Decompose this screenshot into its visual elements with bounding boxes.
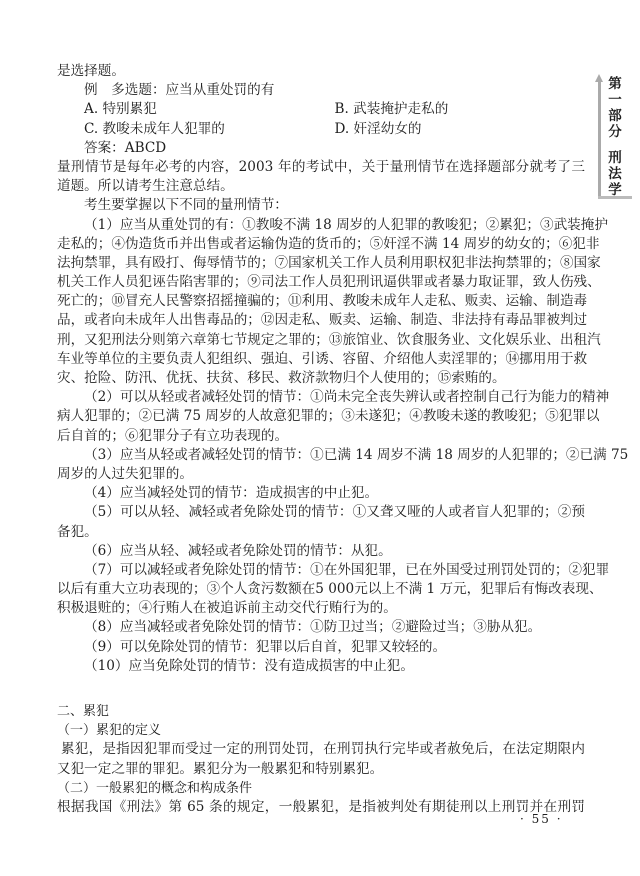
item-9-start: （9）可以免除处罚的情节：犯罪以后自首，犯罪又较轻的。	[84, 638, 447, 655]
text-line: 考生要掌握以下不同的量刑情节：	[84, 197, 288, 214]
options-row	[57, 120, 585, 139]
text-line: 法拘禁罪，具有殴打、侮辱情节的；⑦国家机关工作人员利用职权犯非法拘禁罪的；⑧国家	[57, 254, 601, 271]
option-d: D. 奸淫幼女的	[334, 120, 422, 137]
text-line: 走私的；④伪造货币并出售或者运输伪造的货币的；⑤奸淫不满 14 周岁的幼女的；⑥犯非	[57, 235, 600, 252]
chapter-side-tab	[596, 72, 632, 202]
text-line: 道题。所以请考生注意总结。	[57, 178, 234, 195]
item-8-start: （8）应当减轻或者免除处罚的情节：①防卫过当；②避险过当；③胁从犯。	[84, 619, 542, 636]
text-line: 刑，又犯刑法分则第六章第七节规定之罪的；⑬旅馆业、饮食服务业、文化娱乐业、出租汽	[57, 331, 601, 348]
tab-subject-label: 刑法学	[608, 150, 622, 198]
text-line: 周岁的人过失犯罪的。	[57, 465, 193, 482]
text-line: 是选择题。	[57, 63, 125, 79]
tab-part-label: 第一部分	[608, 76, 622, 140]
text-line: 死亡的；⑩冒充人民警察招摇撞骗的；⑪利用、教唆未成年人走私、贩卖、运输、制造毒	[57, 293, 588, 310]
item-7-start: （7）可以减轻或者免除处罚的情节：①在外国犯罪，已在外国受过刑罚处罚的；②犯罪	[84, 561, 610, 578]
text-line: 量刑情节是每年必考的内容，2003 年的考试中，关于量刑情节在选择题部分就考了三	[57, 158, 585, 175]
item-6-start: （6）应当从轻、减轻或者免除处罚的情节：从犯。	[84, 542, 392, 559]
subsection-title: （二）一般累犯的概念和构成条件	[57, 780, 253, 796]
text-line: 病人犯罪的；②已满 75 周岁的人故意犯罪的；③未遂犯；④教唆未遂的教唆犯；⑤犯罪以	[57, 408, 600, 425]
tab-line	[598, 80, 601, 196]
text-line: 累犯，是指因犯罪而受过一定的刑罚处罚，在刑罚执行完毕或者赦免后，在法定期限内	[61, 741, 585, 758]
item-5-start: （5）可以从轻、减轻或者免除处罚的情节：①又聋又哑的人或者盲人犯罪的；②预	[84, 504, 585, 521]
text-line: 机关工作人员犯诬告陷害罪的；⑨司法工作人员犯刑讯逼供罪或者暴力取证罪，致人伤残、	[57, 274, 601, 291]
text-line: 备犯。	[57, 523, 98, 540]
text-line: 又犯一定之罪的罪犯。累犯分为一般累犯和特别累犯。	[57, 760, 384, 777]
item-10-start: （10）应当免除处罚的情节：没有造成损害的中止犯。	[84, 657, 414, 674]
option-b: B. 武装掩护走私的	[334, 101, 449, 118]
answer: 答案：ABCD	[84, 139, 167, 156]
options-row	[57, 100, 585, 119]
text-line: 根据我国《刑法》第 65 条的规定，一般累犯，是指被判处有期徒刑以上刑罚并在刑罚	[57, 798, 585, 815]
subsection-title: （一）累犯的定义	[57, 723, 162, 739]
text-line: 车业等单位的主要负责人犯组织、强迫、引诱、容留、介绍他人卖淫罪的；⑭挪用用于救	[57, 350, 588, 367]
text-line: 灾、抢险、防汛、优抚、扶贫、移民、救济款物归个人使用的；⑮索贿的。	[57, 370, 506, 386]
text-line: 品，或者向未成年人出售毒品的；⑫因走私、贩卖、运输、制造、非法持有毒品罪被判过	[57, 312, 588, 329]
text-line: 后自首的；⑥犯罪分子有立功表现的。	[57, 427, 289, 444]
section-title: 二、累犯	[57, 704, 110, 719]
example-question: 例 多选题：应当从重处罚的有	[84, 82, 275, 99]
text-line: 以后有重大立功表现的；③个人贪污数额在5 000元以上不满 1 万元，犯罪后有悔改表现、	[57, 581, 603, 598]
page-number: · 55 ·	[520, 812, 563, 826]
item-4-start: （4）应当减轻处罚的情节：造成损害的中止犯。	[84, 485, 379, 502]
item-1-start: （1）应当从重处罚的有：①教唆不满 18 周岁的人犯罪的教唆犯；②累犯；③武装掩护	[84, 216, 608, 233]
item-2-start: （2）可以从轻或者减轻处罚的情节：①尚未完全丧失辨认或者控制自己行为能力的精神	[84, 389, 610, 406]
option-c: C. 教唆未成年人犯罪的	[84, 120, 225, 137]
option-a: A. 特别累犯	[84, 101, 157, 118]
item-3-start: （3）应当从轻或者减轻处罚的情节：①已满 14 周岁不满 18 周岁的人犯罪的；②已满 75	[84, 446, 629, 463]
sentencing-items	[57, 216, 629, 677]
text-line: 积极退赃的；④行贿人在被追诉前主动交代行贿行为的。	[57, 600, 397, 617]
